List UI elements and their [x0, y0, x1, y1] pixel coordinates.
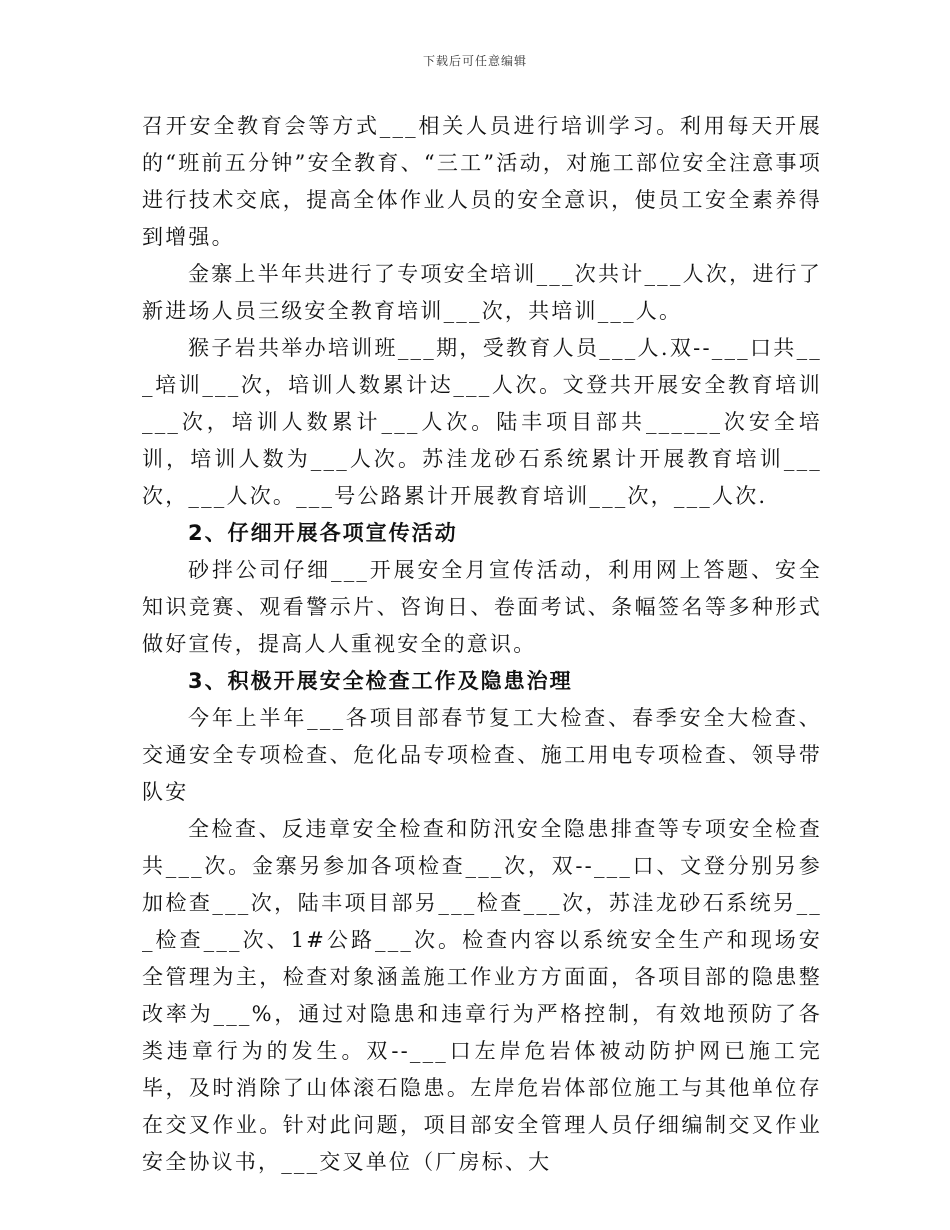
paragraph-publicity: 砂拌公司仔细___开展安全月宣传活动，利用网上答题、安全知识竞赛、观看警示片、咨询日、卷面考试、条幅签名等多种形式做好宣传，提高人人重视安全的意识。: [142, 558, 822, 656]
section-heading-inspection: 3、积极开展安全检查工作及隐患治理: [188, 669, 573, 693]
document-body: [142, 108, 822, 1181]
paragraph-inspection-details: 全检查、反违章安全检查和防汛安全隐患排查等专项安全检查共___次。金寨另参加各项检查___次，双--___口、文登分别另参加检查___次，陆丰项目部另___检查___次，苏洼龙砂石系统另___检查___次、1#公路___次。检查内容以系统安全生产和现场安全管理为主，检查对象涵盖施工作业方方面面，各项目部的隐患整改率为___%，通过对隐患和违章行为严格控制，有效地预防了各类违章行为的发生。双--___口左岸危岩体被动防护网已施工完毕，及时消除了山体滚石隐患。左岸危岩体部位施工与其他单位存在交叉作业。针对此问题，项目部安全管理人员仔细编制交叉作业安全协议书，___交叉单位（厂房标、大: [142, 817, 822, 1174]
page-header: 下载后可任意编辑: [422, 54, 527, 68]
paragraph-jinzhai-training: 金寨上半年共进行了专项安全培训___次共计___人次，进行了新进场人员三级安全教育培训___次，共培训___人。: [142, 262, 822, 323]
paragraph-project-training: 猴子岩共举办培训班___期，受教育人员___人.双--___口共___培训___次，培训人数累计达___人次。文登共开展安全教育培训___次，培训人数累计___人次。陆丰项目部共______次安全培训，培训人数为___人次。苏洼龙砂石系统累计开展教育培训___次，___人次。___号公路累计开展教育培训___次，___人次.: [142, 336, 822, 508]
section-heading-publicity: 2、仔细开展各项宣传活动: [188, 521, 458, 545]
paragraph-inspection-intro: 今年上半年___各项目部春节复工大检查、春季安全大检查、交通安全专项检查、危化品专项检查、施工用电专项检查、领导带队安: [142, 706, 822, 804]
paragraph-training-methods: 召开安全教育会等方式___相关人员进行培训学习。利用每天开展的“班前五分钟”安全教育、“三工”活动，对施工部位安全注意事项进行技术交底，提高全体作业人员的安全意识，使员工安全素养得到增强。: [142, 114, 822, 249]
